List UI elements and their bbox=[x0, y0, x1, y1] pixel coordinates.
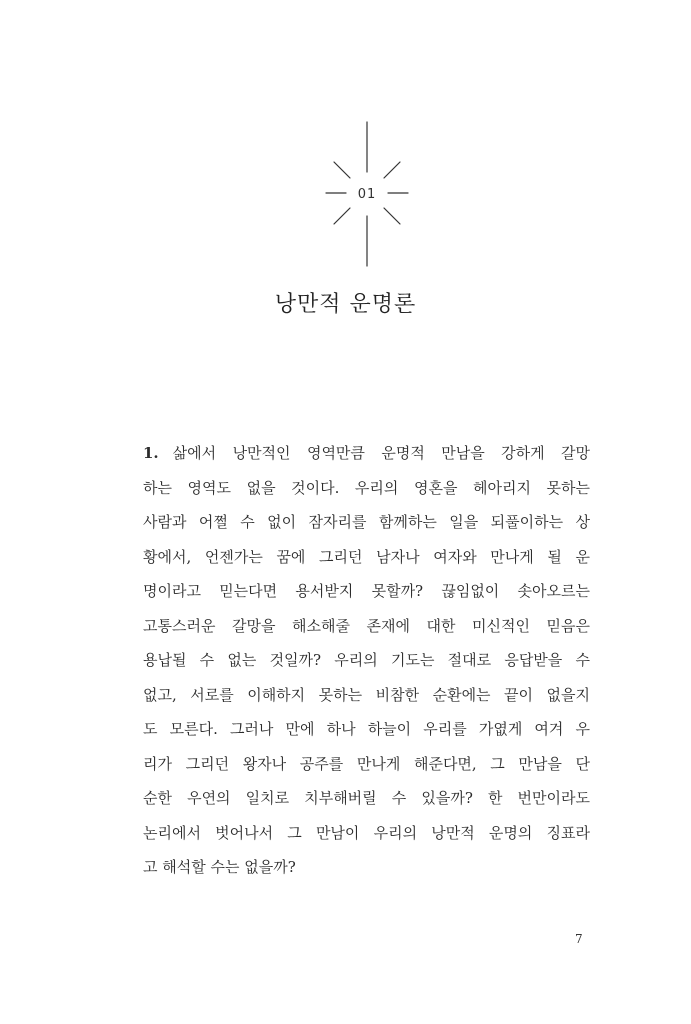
chapter-title: 낭만적 운명론 bbox=[274, 292, 417, 317]
text-line bbox=[143, 436, 590, 471]
line-text: 삶에서 낭만적인 영역만큼 운명적 만남을 강하게 갈망 bbox=[172, 444, 590, 462]
paragraph-body bbox=[143, 436, 590, 885]
paragraph-number: 1. bbox=[143, 444, 159, 462]
chapter-ornament bbox=[322, 120, 412, 268]
text-line: 리가 그리던 왕자나 공주를 만나게 해준다면, 그 만남을 단 bbox=[143, 754, 590, 773]
text-line: 고 해석할 수는 없을까? bbox=[143, 858, 296, 876]
text-line: 순한 우연의 일치로 치부해버릴 수 있을까? 한 번만이라도 bbox=[143, 789, 590, 807]
text-line: 사람과 어쩔 수 없이 잠자리를 함께하는 일을 되풀이하는 상 bbox=[143, 513, 590, 531]
chapter-number: 01 bbox=[357, 187, 377, 202]
text-line: 고통스러운 갈망을 해소해줄 존재에 대한 미신적인 믿음은 bbox=[143, 616, 590, 635]
text-line: 황에서, 언젠가는 꿈에 그리던 남자나 여자와 만나게 될 운 bbox=[143, 547, 590, 566]
text-line: 명이라고 믿는다면 용서받지 못할까? 끊임없이 솟아오르는 bbox=[143, 582, 590, 600]
text-line: 용납될 수 없는 것일까? 우리의 기도는 절대로 응답받을 수 bbox=[143, 651, 590, 669]
text-line: 하는 영역도 없을 것이다. 우리의 영혼을 헤아리지 못하는 bbox=[143, 478, 590, 497]
text-line: 도 모른다. 그러나 만에 하나 하늘이 우리를 가엾게 여겨 우 bbox=[143, 720, 590, 738]
sunburst-ornament-icon bbox=[322, 120, 412, 268]
text-line: 없고, 서로를 이해하지 못하는 비참한 순환에는 끝이 없을지 bbox=[143, 685, 590, 704]
text-line: 논리에서 벗어나서 그 만남이 우리의 낭만적 운명의 징표라 bbox=[143, 823, 590, 842]
page-number: 7 bbox=[575, 932, 583, 946]
